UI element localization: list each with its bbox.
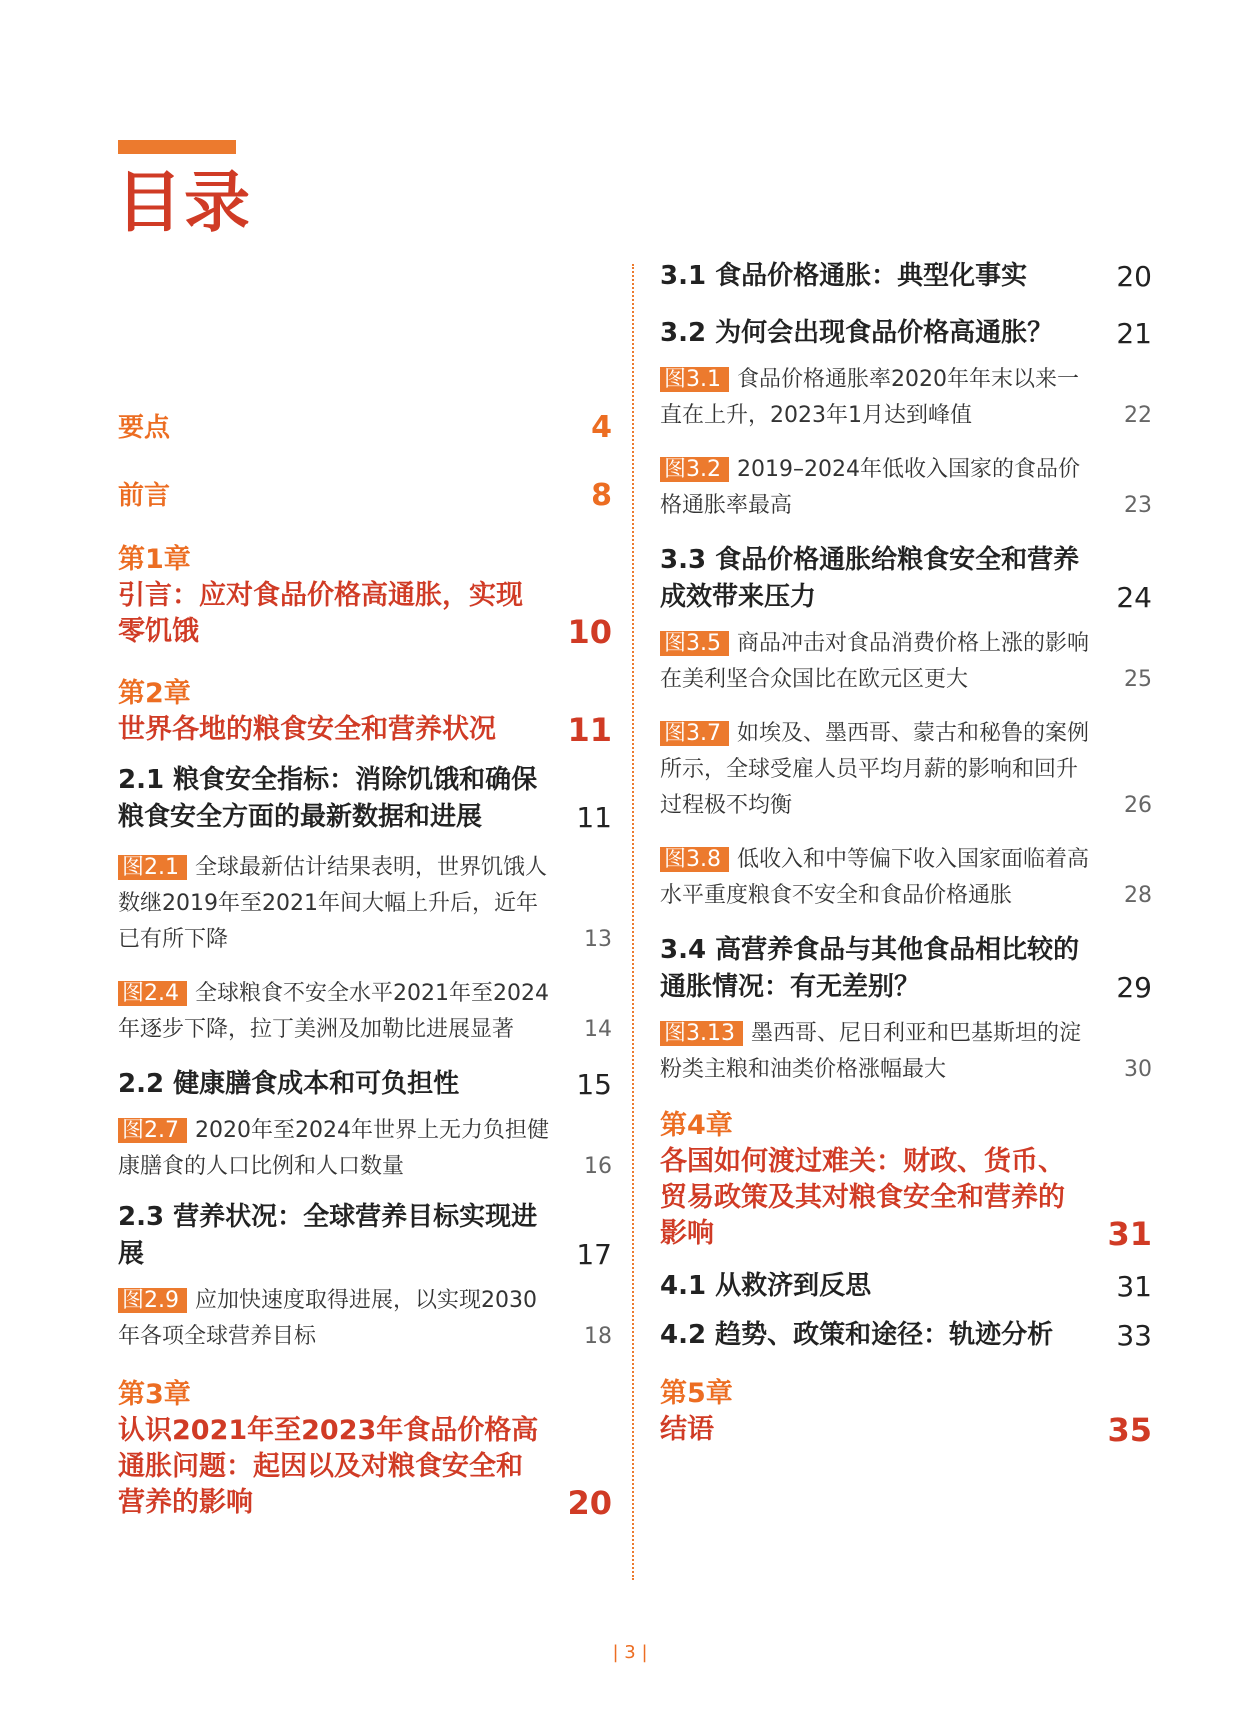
toc-page-number: 35 xyxy=(1107,1411,1152,1449)
toc-page-number: 20 xyxy=(567,1484,612,1522)
toc-page-number: 8 xyxy=(591,478,612,513)
chapter-number: 第5章 xyxy=(660,1378,733,1409)
section-title: 3.1 食品价格通胀：典型化事实 xyxy=(660,261,1028,291)
toc-section-3-3[interactable] xyxy=(660,542,1152,616)
chapter-number: 第1章 xyxy=(118,544,191,575)
toc-page-number: 20 xyxy=(1116,260,1152,293)
column-divider xyxy=(632,264,634,1580)
toc-page-number: 13 xyxy=(584,927,612,952)
page-number-footer: | 3 | xyxy=(612,1642,648,1663)
chapter-title: 世界各地的粮食安全和营养状况 xyxy=(118,714,496,745)
toc-page-number: 31 xyxy=(1116,1270,1152,1303)
toc-page-number: 22 xyxy=(1124,403,1152,428)
figure-tag: 图3.7 xyxy=(660,721,729,746)
toc-figure-2-9[interactable] xyxy=(118,1283,612,1355)
toc-left-column xyxy=(118,408,612,1521)
toc-foreword[interactable] xyxy=(118,476,612,516)
section-title: 4.2 趋势、政策和途径：轨迹分析 xyxy=(660,1320,1054,1350)
chapter-title: 引言：应对食品价格高通胀，实现零饥饿 xyxy=(118,580,523,647)
figure-tag: 图3.8 xyxy=(660,847,729,872)
section-title: 3.2 为何会出现食品价格高通胀？ xyxy=(660,318,1054,348)
toc-page-number: 4 xyxy=(591,410,612,445)
toc-figure-3-5[interactable] xyxy=(660,626,1152,698)
chapter-title: 认识2021年至2023年食品价格高通胀问题：起因以及对粮食安全和营养的影响 xyxy=(118,1415,539,1518)
toc-entry-label: 要点 xyxy=(118,413,171,443)
toc-figure-3-7[interactable] xyxy=(660,716,1152,824)
chapter-title: 结语 xyxy=(660,1414,714,1445)
toc-figure-2-7[interactable] xyxy=(118,1113,612,1185)
figure-tag: 图3.13 xyxy=(660,1021,743,1046)
figure-tag: 图2.9 xyxy=(118,1288,187,1313)
figure-caption: 全球最新估计结果表明，世界饥饿人数继2019年至2021年间大幅上升后，近年已有所下降 xyxy=(118,855,548,952)
section-title: 2.1 粮食安全指标：消除饥饿和确保粮食安全方面的最新数据和进展 xyxy=(118,765,538,832)
figure-tag: 图2.7 xyxy=(118,1118,187,1143)
toc-page-number: 31 xyxy=(1107,1215,1152,1253)
toc-page-number: 21 xyxy=(1116,317,1152,350)
toc-page-number: 26 xyxy=(1124,793,1152,818)
toc-page-number: 29 xyxy=(1116,971,1152,1004)
figure-tag: 图2.1 xyxy=(118,855,187,880)
toc-page-number: 28 xyxy=(1124,883,1152,908)
toc-section-3-4[interactable] xyxy=(660,932,1152,1006)
toc-section-3-1[interactable] xyxy=(660,258,1152,295)
toc-chapter-5[interactable] xyxy=(660,1376,1152,1448)
toc-page-number: 23 xyxy=(1124,493,1152,518)
figure-caption: 商品冲击对食品消费价格上涨的影响在美利坚合众国比在欧元区更大 xyxy=(660,631,1090,692)
figure-caption: 低收入和中等偏下收入国家面临着高水平重度粮食不安全和食品价格通胀 xyxy=(660,847,1090,908)
toc-page-number: 24 xyxy=(1116,581,1152,614)
section-title: 3.3 食品价格通胀给粮食安全和营养成效带来压力 xyxy=(660,545,1080,612)
toc-page-number: 18 xyxy=(584,1324,612,1349)
chapter-title: 各国如何渡过难关：财政、货币、贸易政策及其对粮食安全和营养的影响 xyxy=(660,1146,1065,1249)
figure-caption: 如埃及、墨西哥、蒙古和秘鲁的案例所示，全球受雇人员平均月薪的影响和回升过程极不均衡 xyxy=(660,721,1090,818)
title-accent-bar xyxy=(118,140,236,154)
toc-page-number: 16 xyxy=(584,1154,612,1179)
toc-figure-3-8[interactable] xyxy=(660,842,1152,914)
figure-caption: 全球粮食不安全水平2021年至2024年逐步下降，拉丁美洲及加勒比进展显著 xyxy=(118,981,549,1042)
toc-chapter-1[interactable] xyxy=(118,542,612,650)
toc-section-4-2[interactable] xyxy=(660,1317,1152,1354)
figure-tag: 图3.5 xyxy=(660,631,729,656)
section-title: 2.3 营养状况：全球营养目标实现进展 xyxy=(118,1202,538,1269)
figure-tag: 图3.2 xyxy=(660,457,729,482)
toc-section-2-1[interactable] xyxy=(118,762,612,836)
figure-caption: 2020年至2024年世界上无力负担健康膳食的人口比例和人口数量 xyxy=(118,1118,549,1179)
toc-section-4-1[interactable] xyxy=(660,1268,1152,1305)
toc-section-2-3[interactable] xyxy=(118,1199,612,1273)
figure-caption: 食品价格通胀率2020年年末以来一直在上升，2023年1月达到峰值 xyxy=(660,367,1079,428)
chapter-number: 第4章 xyxy=(660,1110,733,1141)
toc-page-number: 33 xyxy=(1116,1319,1152,1352)
chapter-number: 第2章 xyxy=(118,678,191,709)
toc-page-number: 15 xyxy=(576,1068,612,1101)
toc-page-number: 11 xyxy=(567,711,612,749)
toc-page-number: 30 xyxy=(1124,1057,1152,1082)
toc-entry-label: 前言 xyxy=(118,481,171,511)
toc-right-column xyxy=(660,258,1152,1448)
figure-caption: 2019–2024年低收入国家的食品价格通胀率最高 xyxy=(660,457,1080,518)
toc-page-number: 25 xyxy=(1124,667,1152,692)
toc-figure-3-1[interactable] xyxy=(660,362,1152,434)
figure-tag: 图2.4 xyxy=(118,981,187,1006)
figure-caption: 墨西哥、尼日利亚和巴基斯坦的淀粉类主粮和油类价格涨幅最大 xyxy=(660,1021,1082,1082)
toc-figure-3-2[interactable] xyxy=(660,452,1152,524)
figure-caption: 应加快速度取得进展，以实现2030年各项全球营养目标 xyxy=(118,1288,537,1349)
toc-figure-2-4[interactable] xyxy=(118,976,612,1048)
toc-page-number: 17 xyxy=(576,1238,612,1271)
toc-chapter-3[interactable] xyxy=(118,1377,612,1521)
page-title: 目录 xyxy=(116,164,252,241)
toc-page-number: 11 xyxy=(576,801,612,834)
section-title: 3.4 高营养食品与其他食品相比较的通胀情况：有无差别？ xyxy=(660,935,1080,1002)
toc-chapter-2[interactable] xyxy=(118,676,612,748)
toc-key-points[interactable] xyxy=(118,408,612,448)
toc-figure-2-1[interactable] xyxy=(118,850,612,958)
section-title: 2.2 健康膳食成本和可负担性 xyxy=(118,1069,460,1099)
toc-section-3-2[interactable] xyxy=(660,315,1152,352)
toc-figure-3-13[interactable] xyxy=(660,1016,1152,1088)
toc-page-number: 10 xyxy=(567,613,612,651)
toc-section-2-2[interactable] xyxy=(118,1066,612,1103)
section-title: 4.1 从救济到反思 xyxy=(660,1271,872,1301)
figure-tag: 图3.1 xyxy=(660,367,729,392)
toc-chapter-4[interactable] xyxy=(660,1108,1152,1252)
chapter-number: 第3章 xyxy=(118,1379,191,1410)
toc-page-number: 14 xyxy=(584,1017,612,1042)
